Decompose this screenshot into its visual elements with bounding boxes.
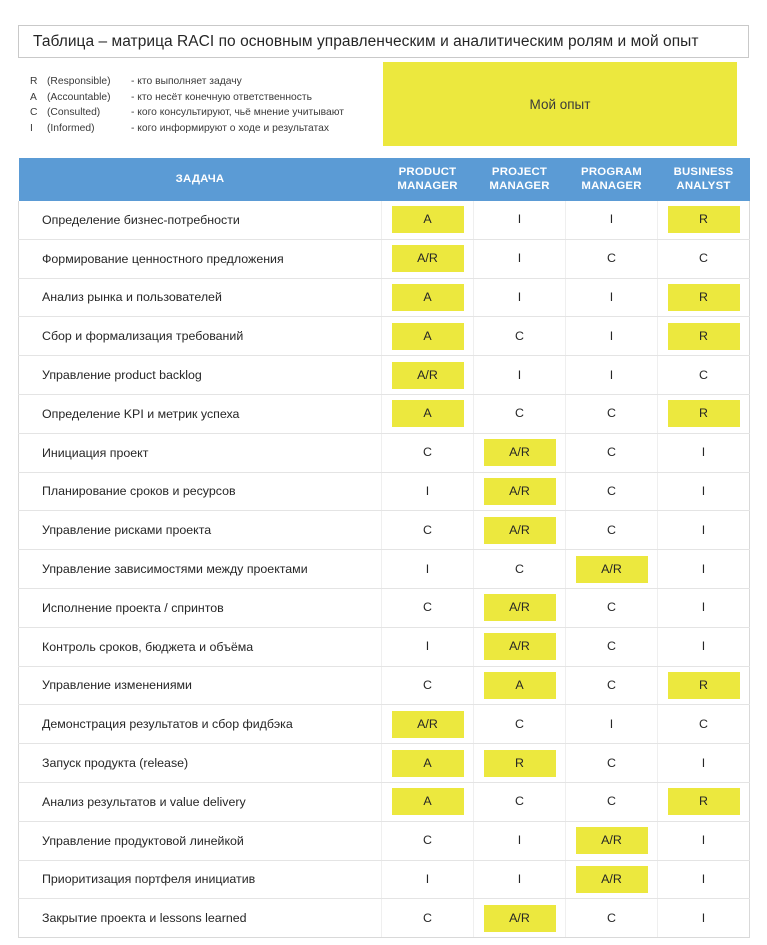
raci-cell bbox=[382, 511, 474, 550]
raci-value: C bbox=[423, 833, 432, 848]
column-header-line2: MANAGER bbox=[397, 179, 458, 192]
raci-cell bbox=[658, 860, 750, 899]
raci-cell bbox=[566, 860, 658, 899]
raci-value: I bbox=[701, 445, 706, 460]
table-row[interactable] bbox=[19, 356, 750, 395]
table-row[interactable] bbox=[19, 433, 750, 472]
raci-cell bbox=[566, 899, 658, 938]
task-cell: Управление изменениями bbox=[19, 666, 382, 705]
legend-letter: I bbox=[30, 122, 33, 134]
raci-cell bbox=[474, 317, 566, 356]
raci-value-highlighted: A/R bbox=[484, 517, 556, 544]
raci-cell bbox=[658, 201, 750, 239]
raci-value: I bbox=[609, 328, 614, 343]
raci-cell bbox=[382, 317, 474, 356]
legend-row bbox=[30, 76, 380, 92]
raci-cell bbox=[658, 627, 750, 666]
column-header-role-4[interactable] bbox=[658, 158, 750, 201]
raci-value: I bbox=[425, 871, 430, 886]
table-row[interactable] bbox=[19, 201, 750, 239]
table-body bbox=[19, 201, 750, 938]
legend-description: - кто несёт конечную ответственность bbox=[131, 91, 312, 103]
raci-value: C bbox=[423, 600, 432, 615]
raci-value-highlighted: A bbox=[392, 750, 464, 777]
raci-cell bbox=[566, 705, 658, 744]
raci-cell bbox=[474, 394, 566, 433]
raci-value: C bbox=[423, 445, 432, 460]
table-row[interactable] bbox=[19, 899, 750, 938]
column-header-role-1[interactable] bbox=[382, 158, 474, 201]
table-row[interactable] bbox=[19, 472, 750, 511]
table-row[interactable] bbox=[19, 782, 750, 821]
column-header-line1: BUSINESS bbox=[673, 165, 734, 178]
raci-value-highlighted: R bbox=[668, 788, 740, 815]
raci-value: I bbox=[609, 367, 614, 382]
legend-term: (Accountable) bbox=[47, 91, 111, 103]
task-cell: Управление рисками проекта bbox=[19, 511, 382, 550]
legend-description: - кого информируют о ходе и результатах bbox=[131, 122, 330, 134]
table-row[interactable] bbox=[19, 666, 750, 705]
raci-value: I bbox=[517, 289, 522, 304]
table-row[interactable] bbox=[19, 627, 750, 666]
raci-cell bbox=[474, 899, 566, 938]
raci-value: C bbox=[607, 522, 616, 537]
raci-value: C bbox=[607, 251, 616, 266]
raci-cell bbox=[382, 705, 474, 744]
raci-cell bbox=[474, 356, 566, 395]
raci-cell bbox=[474, 278, 566, 317]
task-cell: Управление зависимостями между проектами bbox=[19, 550, 382, 589]
raci-value: I bbox=[701, 910, 706, 925]
raci-cell bbox=[382, 860, 474, 899]
raci-value: I bbox=[517, 871, 522, 886]
raci-cell bbox=[658, 317, 750, 356]
raci-cell bbox=[474, 511, 566, 550]
table-row[interactable] bbox=[19, 550, 750, 589]
raci-value: C bbox=[423, 522, 432, 537]
raci-value: I bbox=[701, 561, 706, 576]
raci-value: C bbox=[607, 794, 616, 809]
raci-value-highlighted: A bbox=[392, 323, 464, 350]
raci-value: C bbox=[607, 406, 616, 421]
raci-value: C bbox=[607, 755, 616, 770]
raci-value-highlighted: A/R bbox=[576, 827, 648, 854]
raci-cell bbox=[474, 472, 566, 511]
table-row[interactable] bbox=[19, 394, 750, 433]
raci-table bbox=[18, 158, 750, 938]
task-cell: Исполнение проекта / спринтов bbox=[19, 588, 382, 627]
raci-value-highlighted: A/R bbox=[484, 478, 556, 505]
raci-cell bbox=[474, 201, 566, 239]
raci-cell bbox=[566, 317, 658, 356]
legend-row bbox=[30, 107, 380, 123]
raci-cell bbox=[474, 705, 566, 744]
legend-row bbox=[30, 123, 380, 139]
raci-cell bbox=[382, 782, 474, 821]
raci-cell bbox=[382, 550, 474, 589]
raci-value: C bbox=[699, 716, 708, 731]
raci-value: C bbox=[515, 794, 524, 809]
raci-cell bbox=[566, 356, 658, 395]
raci-value-highlighted: A bbox=[484, 672, 556, 699]
raci-cell bbox=[658, 511, 750, 550]
raci-cell bbox=[566, 550, 658, 589]
raci-cell bbox=[566, 782, 658, 821]
raci-value: I bbox=[609, 716, 614, 731]
legend-description: - кого консультируют, чьё мнение учитывают bbox=[131, 107, 344, 118]
raci-cell bbox=[658, 356, 750, 395]
raci-value-highlighted: A/R bbox=[392, 711, 464, 738]
raci-value-highlighted: R bbox=[668, 400, 740, 427]
legend-letter: R bbox=[30, 76, 38, 87]
raci-cell bbox=[382, 588, 474, 627]
raci-cell bbox=[382, 394, 474, 433]
raci-value: I bbox=[609, 289, 614, 304]
raci-cell bbox=[566, 511, 658, 550]
column-header-task[interactable] bbox=[19, 158, 382, 201]
raci-value-highlighted: R bbox=[484, 750, 556, 777]
raci-value: C bbox=[699, 251, 708, 266]
raci-value-highlighted: R bbox=[668, 284, 740, 311]
raci-value-highlighted: A/R bbox=[392, 245, 464, 272]
raci-cell bbox=[382, 744, 474, 783]
raci-cell bbox=[382, 472, 474, 511]
raci-cell bbox=[382, 278, 474, 317]
raci-value-highlighted: A/R bbox=[484, 439, 556, 466]
raci-value: C bbox=[423, 677, 432, 692]
task-cell: Управление product backlog bbox=[19, 356, 382, 395]
raci-value: C bbox=[515, 406, 524, 421]
raci-cell bbox=[658, 666, 750, 705]
raci-cell bbox=[658, 472, 750, 511]
raci-cell bbox=[566, 278, 658, 317]
task-cell: Закрытие проекта и lessons learned bbox=[19, 899, 382, 938]
raci-cell bbox=[474, 666, 566, 705]
task-cell: Формирование ценностного предложения bbox=[19, 239, 382, 278]
raci-cell bbox=[566, 394, 658, 433]
raci-cell bbox=[658, 705, 750, 744]
raci-value: C bbox=[515, 328, 524, 343]
title-box bbox=[18, 25, 749, 58]
task-cell: Планирование сроков и ресурсов bbox=[19, 472, 382, 511]
legend-letter: C bbox=[30, 107, 38, 118]
raci-value-highlighted: A/R bbox=[484, 594, 556, 621]
table-row[interactable] bbox=[19, 860, 750, 899]
column-header-line1: ЗАДАЧА bbox=[175, 172, 225, 185]
table-header bbox=[19, 158, 750, 201]
raci-cell bbox=[566, 744, 658, 783]
raci-value: C bbox=[607, 677, 616, 692]
table-row[interactable] bbox=[19, 821, 750, 860]
raci-cell bbox=[382, 201, 474, 239]
raci-cell bbox=[474, 744, 566, 783]
raci-value: C bbox=[515, 716, 524, 731]
raci-value-highlighted: A/R bbox=[484, 633, 556, 660]
task-cell: Анализ результатов и value delivery bbox=[19, 782, 382, 821]
legend-row bbox=[30, 92, 380, 108]
raci-value: C bbox=[607, 445, 616, 460]
table-row[interactable] bbox=[19, 511, 750, 550]
raci-cell bbox=[658, 782, 750, 821]
raci-value-highlighted: R bbox=[668, 672, 740, 699]
raci-value: I bbox=[701, 639, 706, 654]
raci-value: I bbox=[517, 367, 522, 382]
raci-value-highlighted: A bbox=[392, 206, 464, 233]
raci-cell bbox=[566, 666, 658, 705]
task-cell: Запуск продукта (release) bbox=[19, 744, 382, 783]
raci-cell bbox=[382, 239, 474, 278]
task-cell: Сбор и формализация требований bbox=[19, 317, 382, 356]
column-header-role-2[interactable] bbox=[474, 158, 566, 201]
raci-cell bbox=[566, 201, 658, 239]
raci-value: I bbox=[701, 871, 706, 886]
my-experience-box bbox=[383, 62, 737, 146]
column-header-line1: PROGRAM bbox=[581, 165, 642, 178]
raci-cell bbox=[474, 782, 566, 821]
raci-cell bbox=[658, 278, 750, 317]
legend-term: (Responsible) bbox=[47, 76, 111, 87]
raci-value-highlighted: A bbox=[392, 400, 464, 427]
raci-value-highlighted: R bbox=[668, 323, 740, 350]
column-header-line1: PROJECT bbox=[491, 165, 548, 178]
raci-value: I bbox=[701, 522, 706, 537]
raci-value: I bbox=[609, 212, 614, 227]
raci-value: I bbox=[701, 483, 706, 498]
task-cell: Инициация проект bbox=[19, 433, 382, 472]
raci-value: C bbox=[423, 910, 432, 925]
raci-cell bbox=[474, 860, 566, 899]
raci-cell bbox=[474, 588, 566, 627]
raci-value: I bbox=[701, 755, 706, 770]
raci-value: I bbox=[425, 639, 430, 654]
raci-value-highlighted: A/R bbox=[576, 556, 648, 583]
raci-cell bbox=[382, 356, 474, 395]
raci-cell bbox=[474, 821, 566, 860]
table-row[interactable] bbox=[19, 239, 750, 278]
raci-cell bbox=[658, 550, 750, 589]
raci-cell bbox=[566, 588, 658, 627]
raci-value: C bbox=[607, 639, 616, 654]
raci-value: C bbox=[607, 910, 616, 925]
raci-value: C bbox=[607, 600, 616, 615]
task-cell: Контроль сроков, бюджета и объёма bbox=[19, 627, 382, 666]
raci-cell bbox=[382, 821, 474, 860]
raci-cell bbox=[566, 821, 658, 860]
column-header-line1: PRODUCT bbox=[398, 165, 457, 178]
raci-value: I bbox=[701, 833, 706, 848]
table-row[interactable] bbox=[19, 317, 750, 356]
column-header-line2: ANALYST bbox=[676, 179, 731, 192]
raci-cell bbox=[474, 239, 566, 278]
raci-cell bbox=[658, 433, 750, 472]
raci-cell bbox=[566, 239, 658, 278]
column-header-line2: MANAGER bbox=[489, 179, 550, 192]
raci-cell bbox=[474, 433, 566, 472]
legend-term: (Informed) bbox=[47, 122, 95, 134]
raci-value: C bbox=[607, 483, 616, 498]
legend-term: (Consulted) bbox=[47, 107, 101, 118]
raci-cell bbox=[658, 821, 750, 860]
column-header-line2: MANAGER bbox=[581, 179, 642, 192]
table-header-row bbox=[19, 158, 750, 201]
task-cell: Определение бизнес-потребности bbox=[19, 201, 382, 239]
raci-value-highlighted: R bbox=[668, 206, 740, 233]
task-cell: Приоритизация портфеля инициатив bbox=[19, 860, 382, 899]
task-cell: Анализ рынка и пользователей bbox=[19, 278, 382, 317]
raci-cell bbox=[566, 433, 658, 472]
legend-description: - кто выполняет задачу bbox=[131, 76, 242, 87]
page-title: Таблица – матрица RACI по основным управленческим и аналитическим ролям и мой опыт bbox=[33, 32, 699, 50]
raci-cell bbox=[658, 588, 750, 627]
table-row[interactable] bbox=[19, 588, 750, 627]
raci-value: I bbox=[425, 483, 430, 498]
raci-cell bbox=[474, 627, 566, 666]
my-experience-label: Мой опыт bbox=[529, 96, 591, 112]
raci-value: I bbox=[517, 833, 522, 848]
task-cell: Управление продуктовой линейкой bbox=[19, 821, 382, 860]
raci-value-highlighted: A/R bbox=[484, 905, 556, 932]
raci-cell bbox=[658, 744, 750, 783]
raci-value-highlighted: A bbox=[392, 788, 464, 815]
raci-value: C bbox=[699, 367, 708, 382]
raci-cell bbox=[566, 627, 658, 666]
raci-cell bbox=[382, 433, 474, 472]
task-cell: Определение KPI и метрик успеха bbox=[19, 394, 382, 433]
raci-cell bbox=[658, 394, 750, 433]
raci-cell bbox=[382, 899, 474, 938]
task-cell: Демонстрация результатов и сбор фидбэка bbox=[19, 705, 382, 744]
raci-value: I bbox=[425, 561, 430, 576]
raci-value: I bbox=[517, 212, 522, 227]
raci-value-highlighted: A bbox=[392, 284, 464, 311]
raci-value: C bbox=[515, 561, 524, 576]
column-header-role-3[interactable] bbox=[566, 158, 658, 201]
table-row[interactable] bbox=[19, 278, 750, 317]
raci-value: I bbox=[517, 251, 522, 266]
table-row[interactable] bbox=[19, 705, 750, 744]
raci-cell bbox=[566, 472, 658, 511]
raci-value-highlighted: A/R bbox=[576, 866, 648, 893]
raci-value-highlighted: A/R bbox=[392, 362, 464, 389]
raci-cell bbox=[658, 239, 750, 278]
table-row[interactable] bbox=[19, 744, 750, 783]
raci-cell bbox=[382, 666, 474, 705]
legend-letter: A bbox=[30, 91, 37, 103]
raci-cell bbox=[658, 899, 750, 938]
raci-cell bbox=[474, 550, 566, 589]
raci-legend bbox=[30, 76, 380, 138]
raci-cell bbox=[382, 627, 474, 666]
raci-value: I bbox=[701, 600, 706, 615]
